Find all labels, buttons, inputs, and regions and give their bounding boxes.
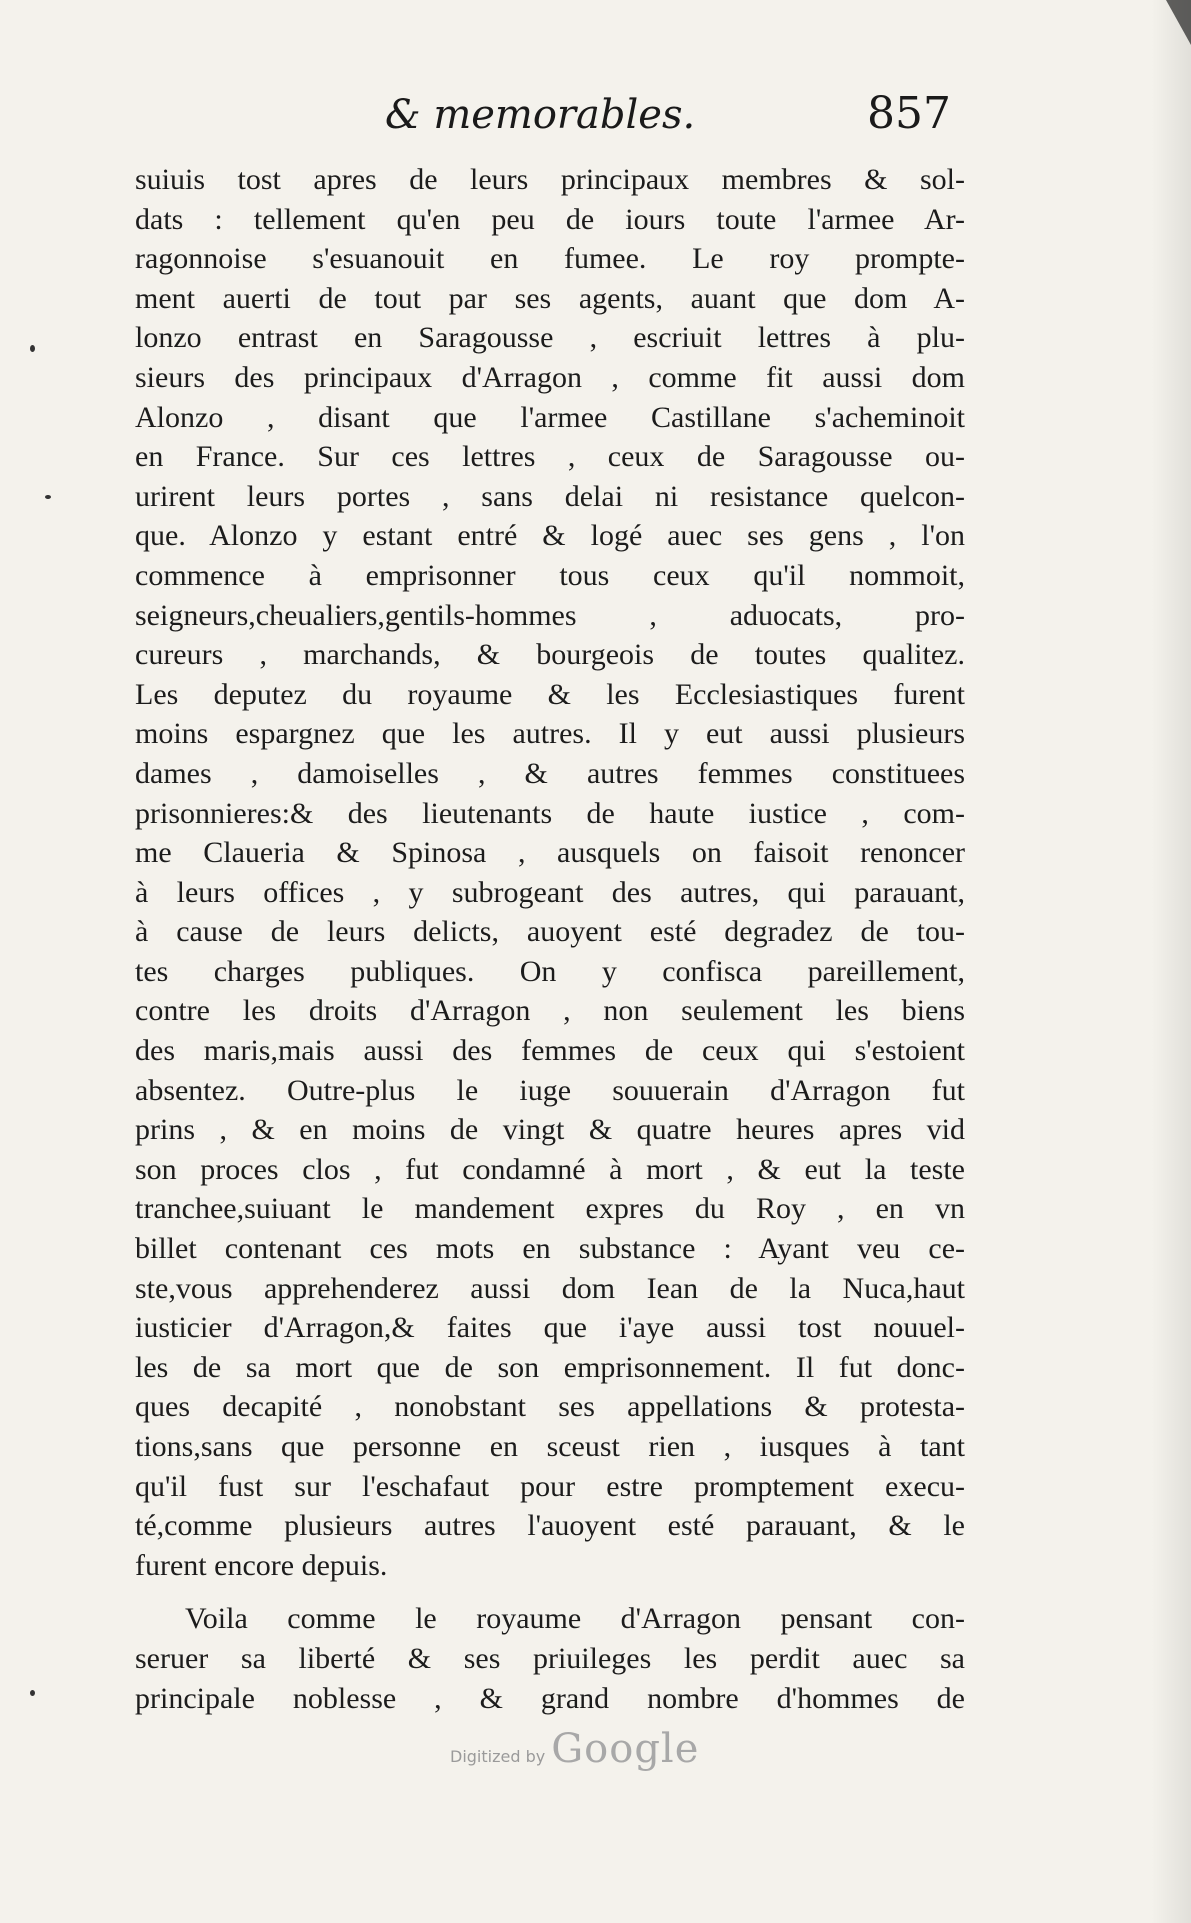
text-line: tranchee,suiuant le mandement expres du Roy , en vn <box>135 1192 965 1226</box>
text-line: qu'il fust sur l'eschafaut pour estre promptement execu- <box>135 1469 965 1503</box>
ink-speck <box>30 1690 35 1696</box>
text-line: principale noblesse , & grand nombre d'hommes de <box>135 1681 965 1715</box>
text-line: les de sa mort que de son emprisonnement. Il fut donc- <box>135 1350 965 1384</box>
text-line: Les deputez du royaume & les Ecclesiastiques furent <box>135 677 965 711</box>
running-title: & memorables. <box>385 92 696 138</box>
digitized-watermark <box>450 1726 699 1772</box>
text-line: des maris,mais aussi des femmes de ceux qui s'estoient <box>135 1034 965 1068</box>
watermark-prefix: Digitized by <box>450 1747 546 1766</box>
text-line: en France. Sur ces lettres , ceux de Saragousse ou- <box>135 440 965 474</box>
text-line: suiuis tost apres de leurs principaux membres & sol- <box>135 163 965 196</box>
text-line: té,comme plusieurs autres l'auoyent esté parauant, & le <box>135 1509 965 1543</box>
page-edge-shadow <box>1151 0 1191 1923</box>
text-line: ment auerti de tout par ses agents, auant que dom A- <box>135 281 965 315</box>
text-line: seruer sa liberté & ses priuileges les perdit auec sa <box>135 1641 965 1675</box>
text-line: sieurs des principaux d'Arragon , comme fit aussi dom <box>135 360 965 394</box>
text-line: prisonnieres:& des lieutenants de haute iustice , com- <box>135 796 965 830</box>
ink-speck <box>45 495 51 499</box>
text-line: absentez. Outre-plus le iuge souuerain d'Arragon fut <box>135 1073 965 1107</box>
text-line: commence à emprisonner tous ceux qu'il nommoit, <box>135 558 965 592</box>
text-line: dats : tellement qu'en peu de iours toute l'armee Ar- <box>135 202 965 236</box>
text-line: à cause de leurs delicts, auoyent esté degradez de tou- <box>135 915 965 949</box>
text-line: dames , damoiselles , & autres femmes constituees <box>135 756 965 790</box>
text-line: tions,sans que personne en sceust rien , iusques à tant <box>135 1430 965 1463</box>
text-line: seigneurs,cheualiers,gentils-hommes , aduocats, pro- <box>135 598 965 632</box>
paragraph-gap <box>135 1585 965 1599</box>
text-line: iusticier d'Arragon,& faites que i'aye aussi tost nouuel- <box>135 1311 965 1345</box>
ink-speck <box>30 345 35 352</box>
text-line: ques decapité , nonobstant ses appellations & protesta- <box>135 1390 965 1424</box>
google-logo-text: Google <box>551 1726 700 1772</box>
text-line: lonzo entrast en Saragousse , escriuit lettres à plu- <box>135 321 965 355</box>
text-line: prins , & en moins de vingt & quatre heures apres vid <box>135 1113 965 1147</box>
text-line: moins espargnez que les autres. Il y eut aussi plusieurs <box>135 717 965 751</box>
text-line: me Claueria & Spinosa , ausquels on faisoit renoncer <box>135 836 965 870</box>
page-number: 857 <box>867 88 951 139</box>
text-line: billet contenant ces mots en substance : Ayant veu ce- <box>135 1232 965 1266</box>
text-line: cureurs , marchands, & bourgeois de toutes qualitez. <box>135 638 965 672</box>
text-line: Alonzo , disant que l'armee Castillane s'acheminoit <box>135 400 965 434</box>
corner-fold-mark <box>1166 0 1191 45</box>
text-line: contre les droits d'Arragon , non seulement les biens <box>135 994 965 1028</box>
text-line: Voila comme le royaume d'Arragon pensant con- <box>185 1602 965 1636</box>
text-line: ste,vous apprehenderez aussi dom Iean de la Nuca,haut <box>135 1271 965 1305</box>
text-line: que. Alonzo y estant entré & logé auec ses gens , l'on <box>135 519 965 553</box>
body-text <box>135 160 965 1718</box>
text-line: son proces clos , fut condamné à mort , & eut la teste <box>135 1152 965 1186</box>
text-line: furent encore depuis. <box>135 1548 388 1582</box>
text-line: ragonnoise s'esuanouit en fumee. Le roy prompte- <box>135 242 965 276</box>
text-line: à leurs offices , y subrogeant des autres, qui parauant, <box>135 875 965 909</box>
text-line: urirent leurs portes , sans delai ni resistance quelcon- <box>135 479 965 513</box>
text-line: tes charges publiques. On y confisca pareillement, <box>135 954 965 988</box>
